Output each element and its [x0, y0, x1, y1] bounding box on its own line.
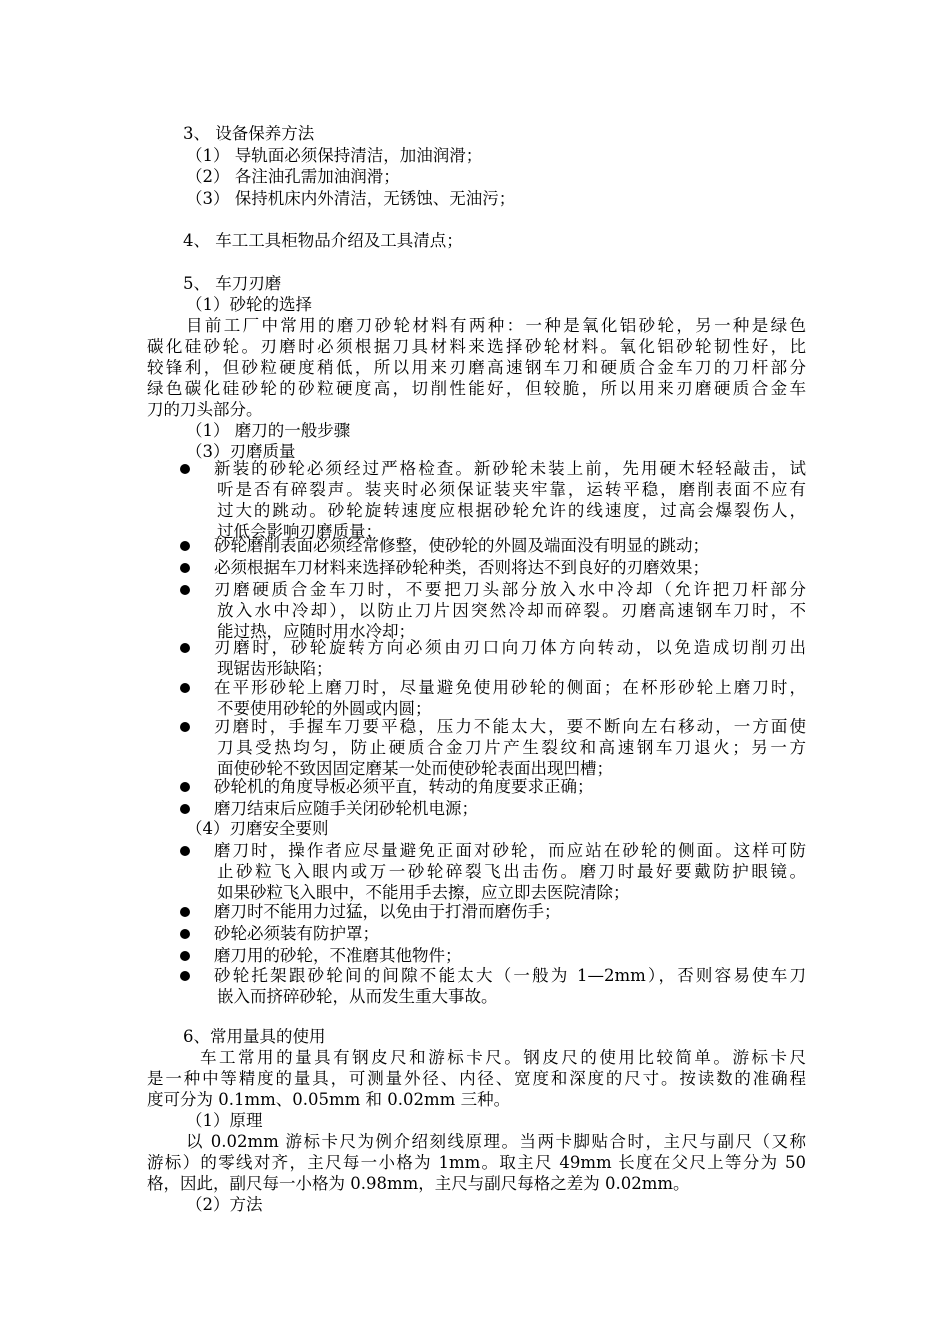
bullet-text: 刃磨硬质合金车刀时，不要把刀头部分放入水中冷却（允许把刀杆部分: [214, 580, 806, 599]
paragraph-line: 度可分为 0.1mm、0.05mm 和 0.02mm 三种。: [147, 1090, 511, 1109]
bullet-icon: [180, 541, 190, 551]
bullet-text: 磨刀时，操作者应尽量避免正面对砂轮，而应站在砂轮的侧面。这样可防: [214, 841, 806, 860]
bullet-icon: [180, 804, 190, 814]
bullet-icon: [180, 585, 190, 595]
section-4-heading: 4、 车工工具柜物品介绍及工具清点；: [183, 231, 463, 250]
bullet-text-continued: 嵌入而挤碎砂轮，从而发生重大事故。: [217, 987, 498, 1006]
bullet-icon: [180, 846, 190, 856]
bullet-text: 磨刀时不能用力过猛，以免由于打滑而磨伤手；: [214, 902, 561, 921]
section-5-heading: 5、 车刀刃磨: [183, 274, 282, 293]
bullet-text: 刃磨时，手握车刀要平稳，压力不能太大，要不断向左右移动，一方面使: [214, 717, 806, 736]
subheading-grinding-quality: （3）刃磨质量: [186, 442, 296, 461]
paragraph-line: 以 0.02mm 游标卡尺为例介绍刻线原理。当两卡脚贴合时，主尺与副尺（又称: [186, 1132, 806, 1151]
bullet-icon: [180, 929, 190, 939]
bullet-icon: [180, 722, 190, 732]
bullet-text: 砂轮机的角度导板必须平直，转动的角度要求正确；: [214, 777, 594, 796]
bullet-text-continued: 不要使用砂轮的外圆或内圆；: [217, 699, 432, 718]
paragraph-line: 碳化硅砂轮。刃磨时必须根据刀具材料来选择砂轮材料。氧化铝砂轮韧性好，比: [147, 337, 806, 356]
bullet-text-continued: 放入水中冷却），以防止刀片因突然冷却而碎裂。刃磨高速钢车刀时，不: [217, 601, 806, 620]
bullet-text: 砂轮托架跟砂轮间的间隙不能太大（一般为 1—2mm），否则容易使车刀: [214, 966, 806, 985]
bullet-text-continued: 过大的跳动。砂轮旋转速度应根据砂轮允许的线速度，过高会爆裂伤人，: [217, 501, 806, 520]
subheading-safety-rules: （4）刃磨安全要则: [186, 819, 329, 838]
bullet-text: 在平形砂轮上磨刀时，尽量避免使用砂轮的侧面；在杯形砂轮上磨刀时，: [214, 678, 806, 697]
subheading-wheel-selection: （1）砂轮的选择: [186, 295, 312, 314]
bullet-icon: [180, 563, 190, 573]
paragraph-line: 较锋利，但砂粒硬度稍低，所以用来刃磨高速钢车刀和硬质合金车刀的刀杆部分: [147, 358, 806, 377]
bullet-text-continued: 面使砂轮不致因固定磨某一处而使砂轮表面出现凹槽；: [217, 759, 613, 778]
subheading-general-steps: （1） 磨刀的一般步骤: [186, 421, 351, 440]
section-3-heading: 3、 设备保养方法: [183, 124, 315, 143]
bullet-text: 磨刀用的砂轮，不准磨其他物件；: [214, 946, 462, 965]
bullet-icon: [180, 971, 190, 981]
bullet-text: 磨刀结束后应随手关闭砂轮机电源；: [214, 799, 478, 818]
paragraph-line: 游标）的零线对齐，主尺每一小格为 1mm。取主尺 49mm 长度在父尺上等分为 50: [147, 1153, 806, 1172]
paragraph-line: 刀的刀头部分。: [147, 400, 263, 419]
paragraph-line: 目前工厂中常用的磨刀砂轮材料有两种：一种是氧化铝砂轮，另一种是绿色: [186, 316, 806, 335]
bullet-icon: [180, 464, 190, 474]
bullet-text: 必须根据车刀材料来选择砂轮种类，否则将达不到良好的刃磨效果；: [214, 558, 709, 577]
paragraph-line: 格，因此，副尺每一小格为 0.98mm，主尺与副尺每格之差为 0.02mm。: [147, 1174, 690, 1193]
bullet-icon: [180, 951, 190, 961]
bullet-text-continued: 如果砂粒飞入眼中，不能用手去擦，应立即去医院清除；: [217, 883, 630, 902]
subheading-principle: （1）原理: [186, 1111, 263, 1130]
bullet-text: 砂轮磨削表面必须经常修整，使砂轮的外圆及端面没有明显的跳动；: [214, 536, 709, 555]
bullet-text: 砂轮必须装有防护罩；: [214, 924, 379, 943]
section-6-heading: 6、常用量具的使用: [183, 1027, 326, 1046]
maintenance-item-2: （2） 各注油孔需加油润滑；: [186, 167, 400, 186]
maintenance-item-1: （1） 导轨面必须保持清洁，加油润滑；: [186, 146, 483, 165]
bullet-text-continued: 止砂粒飞入眼内或万一砂轮碎裂飞出击伤。磨刀时最好要戴防护眼镜。: [217, 862, 806, 881]
bullet-text: 新装的砂轮必须经过严格检查。新砂轮未装上前，先用硬木轻轻敲击，试: [214, 459, 806, 478]
paragraph-line: 车工常用的量具有钢皮尺和游标卡尺。钢皮尺的使用比较简单。游标卡尺: [200, 1048, 806, 1067]
bullet-icon: [180, 907, 190, 917]
bullet-text-continued: 能过热，应随时用水冷却；: [217, 622, 415, 641]
bullet-text-continued: 过低会影响刃磨质量；: [217, 522, 382, 541]
bullet-icon: [180, 683, 190, 693]
bullet-text-continued: 现锯齿形缺陷；: [217, 659, 333, 678]
bullet-icon: [180, 643, 190, 653]
bullet-icon: [180, 782, 190, 792]
bullet-text-continued: 听是否有碎裂声。装夹时必须保证装夹牢靠，运转平稳，磨削表面不应有: [217, 480, 806, 499]
subheading-method: （2）方法: [186, 1195, 263, 1214]
bullet-text: 刃磨时，砂轮旋转方向必须由刃口向刀体方向转动，以免造成切削刃出: [214, 638, 806, 657]
paragraph-line: 是一种中等精度的量具，可测量外径、内径、宽度和深度的尺寸。按读数的准确程: [147, 1069, 806, 1088]
paragraph-line: 绿色碳化硅砂轮的砂粒硬度高，切削性能好，但较脆，所以用来刃磨硬质合金车: [147, 379, 806, 398]
bullet-text-continued: 刀具受热均匀，防止硬质合金刀片产生裂纹和高速钢车刀退火；另一方: [217, 738, 806, 757]
maintenance-item-3: （3） 保持机床内外清洁，无锈蚀、无油污；: [186, 189, 516, 208]
